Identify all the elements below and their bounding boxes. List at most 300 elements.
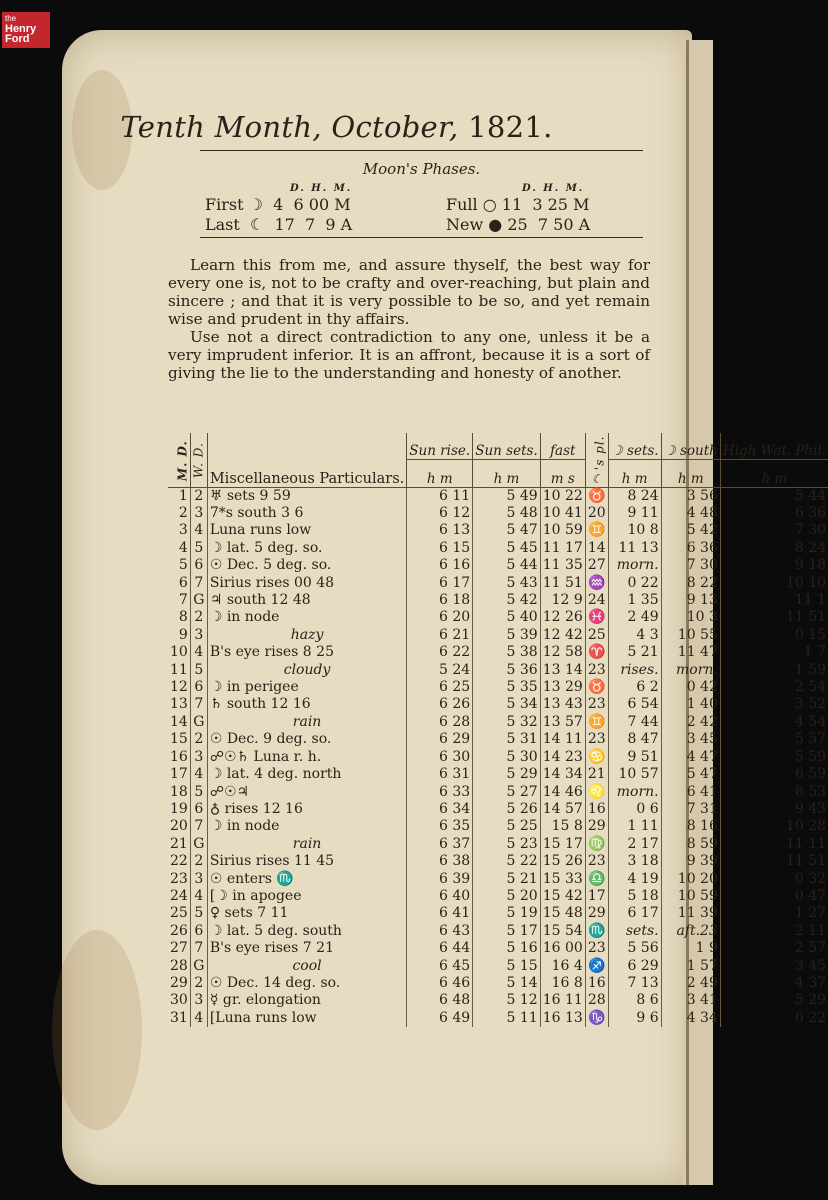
cell-misc: ♃ south 12 48 (207, 592, 406, 609)
cell-misc: Luna runs low (207, 522, 406, 539)
cell-moon-place: ♍ (585, 836, 608, 853)
cell-clock-fast: 10 41 (540, 505, 585, 522)
cell-moon-south: 0 42 (661, 679, 720, 696)
cell-sun-rise: 5 24 (407, 662, 473, 679)
col-sunset: Sun sets. (473, 433, 541, 460)
cell-misc: hazy (207, 627, 406, 644)
cell-week-day: 3 (190, 992, 207, 1009)
cell-moon-south: 1 40 (661, 696, 720, 713)
cell-month-day: 27 (170, 940, 188, 957)
cell-month-day: 12 (170, 679, 188, 696)
cell-month-day: 19 (170, 800, 188, 817)
table-row (168, 505, 828, 522)
cell-moon-sets: 11 13 (608, 540, 661, 557)
table-row (168, 784, 828, 801)
cell-sun-set: 5 34 (473, 696, 541, 713)
cell-moon-place: 17 (585, 888, 608, 905)
cell-high-water: 1 27 (720, 905, 828, 922)
unit-hm: h m (608, 460, 661, 487)
cell-clock-fast: 16 8 (540, 975, 585, 992)
table-row (168, 731, 828, 748)
cell-sun-rise: 6 37 (407, 836, 473, 853)
cell-moon-sets: morn. (608, 557, 661, 574)
maxims (168, 256, 650, 382)
cell-moon-sets: 8 6 (608, 992, 661, 1009)
cell-month-day: 23 (170, 870, 188, 887)
table-row (168, 627, 828, 644)
cell-clock-fast: 15 33 (540, 871, 585, 888)
cell-week-day: 4 (190, 644, 207, 661)
table-row (168, 679, 828, 696)
cell-misc: 7*s south 3 6 (207, 505, 406, 522)
cell-month-day: 3 (178, 522, 188, 539)
table-row (168, 609, 828, 626)
cell-moon-place: ♊ (585, 522, 608, 539)
cell-sun-rise: 6 29 (407, 731, 473, 748)
table-row (168, 958, 828, 975)
cell-high-water: 5 57 (720, 731, 828, 748)
cell-misc: ☍☉♄ Luna r. h. (207, 749, 406, 766)
cell-moon-south: 10 3 (661, 609, 720, 626)
cell-sun-set: 5 44 (473, 557, 541, 574)
cell-week-day: 4 (190, 766, 207, 783)
cell-clock-fast: 15 54 (540, 923, 585, 940)
cell-moon-sets: 3 18 (608, 853, 661, 870)
cell-week-day: 2 (190, 731, 207, 748)
cell-month-day: 4 (178, 539, 188, 556)
table-row (168, 749, 828, 766)
cell-moon-place: ♈ (585, 644, 608, 661)
cell-month-day: 24 (170, 887, 188, 904)
cell-moon-south: 9 39 (661, 853, 720, 870)
cell-sun-rise: 6 40 (407, 888, 473, 905)
cell-month-day: 10 (170, 644, 188, 661)
cell-moon-sets: 4 3 (608, 627, 661, 644)
cell-month-day: 14 (170, 713, 188, 730)
cell-high-water: 5 44 (720, 487, 828, 505)
cell-week-day: 3 (190, 627, 207, 644)
cell-misc: rain (207, 836, 406, 853)
cell-misc: ☽ lat. 5 deg. south (207, 923, 406, 940)
cell-moon-place: 28 (585, 992, 608, 1009)
col-week-day: W. D. (190, 433, 207, 487)
cell-moon-south: 11 47 (661, 644, 720, 661)
cell-misc: ☽ in node (207, 609, 406, 626)
table-row (168, 644, 828, 661)
cell-clock-fast: 15 26 (540, 853, 585, 870)
cell-sun-set: 5 42 (473, 592, 541, 609)
cell-high-water: 2 54 (720, 679, 828, 696)
cell-week-day: 6 (190, 801, 207, 818)
cell-week-day: 2 (190, 609, 207, 626)
cell-week-day: 3 (190, 505, 207, 522)
cell-sun-rise: 6 22 (407, 644, 473, 661)
cell-clock-fast: 11 35 (540, 557, 585, 574)
cell-sun-set: 5 22 (473, 853, 541, 870)
phase-right-full: Full ○ 11 3 25 M (446, 195, 590, 214)
table-row (168, 905, 828, 922)
cell-clock-fast: 16 13 (540, 1010, 585, 1027)
almanac-rows (168, 487, 828, 1027)
cell-sun-set: 5 43 (473, 575, 541, 592)
table-row (168, 888, 828, 905)
table-row (168, 923, 828, 940)
cell-high-water: 0 47 (720, 888, 828, 905)
cell-clock-fast: 12 9 (540, 592, 585, 609)
cell-moon-place: 29 (585, 818, 608, 835)
cell-clock-fast: 15 42 (540, 888, 585, 905)
cell-moon-sets: sets. (608, 923, 661, 940)
cell-high-water: 11 1 (720, 592, 828, 609)
cell-misc: Sirius rises 11 45 (207, 853, 406, 870)
cell-moon-sets: 4 19 (608, 871, 661, 888)
henry-ford-logo (2, 12, 50, 48)
cell-moon-south: 3 45 (661, 731, 720, 748)
cell-moon-place: 16 (585, 975, 608, 992)
cell-week-day: 4 (190, 1010, 207, 1027)
cell-sun-set: 5 31 (473, 731, 541, 748)
cell-high-water: 7 30 (720, 522, 828, 539)
cell-month-day: 2 (178, 505, 188, 522)
cell-sun-set: 5 20 (473, 888, 541, 905)
table-row (168, 871, 828, 888)
cell-moon-sets: 1 35 (608, 592, 661, 609)
cell-clock-fast: 10 22 (540, 487, 585, 505)
phase-col-head-right: D. H. M. (522, 183, 585, 194)
cell-week-day: 5 (190, 540, 207, 557)
cell-sun-rise: 6 35 (407, 818, 473, 835)
cell-misc: cool (207, 958, 406, 975)
cell-sun-set: 5 38 (473, 644, 541, 661)
cell-clock-fast: 12 58 (540, 644, 585, 661)
cell-month-day: 25 (170, 905, 188, 922)
cell-sun-set: 5 39 (473, 627, 541, 644)
cell-moon-place: ♉ (585, 679, 608, 696)
cell-moon-sets: 8 24 (608, 487, 661, 505)
cell-moon-sets: rises. (608, 662, 661, 679)
cell-misc: B's eye rises 7 21 (207, 940, 406, 957)
cell-month-day: 18 (170, 783, 188, 800)
cell-month-day: 26 (170, 922, 188, 939)
cell-moon-south: 6 41 (661, 784, 720, 801)
cell-week-day: 2 (190, 487, 207, 505)
cell-moon-south: 8 16 (661, 818, 720, 835)
cell-clock-fast: 11 51 (540, 575, 585, 592)
cell-misc: ☽ lat. 5 deg. so. (207, 540, 406, 557)
cell-week-day: 2 (190, 975, 207, 992)
table-row (168, 557, 828, 574)
cell-moon-place: 23 (585, 853, 608, 870)
cell-high-water: 2 57 (720, 940, 828, 957)
cell-moon-place: ♏ (585, 923, 608, 940)
table-row (168, 992, 828, 1009)
cell-sun-set: 5 30 (473, 749, 541, 766)
cell-sun-set: 5 21 (473, 871, 541, 888)
table-row (168, 975, 828, 992)
cell-high-water: 0 32 (720, 871, 828, 888)
phase-left-last: Last ☾ 17 7 9 A (205, 215, 353, 234)
cell-sun-set: 5 23 (473, 836, 541, 853)
cell-moon-south: 11 39 (661, 905, 720, 922)
cell-month-day: 7 (178, 592, 188, 609)
cell-month-day: 28 (170, 957, 188, 974)
cell-clock-fast: 14 46 (540, 784, 585, 801)
cell-high-water: 10 10 (720, 575, 828, 592)
cell-moon-place: 23 (585, 940, 608, 957)
cell-sun-rise: 6 39 (407, 871, 473, 888)
moon-phases (200, 158, 643, 238)
cell-misc: ♄ south 12 16 (207, 696, 406, 713)
cell-moon-south: 7 31 (661, 801, 720, 818)
cell-high-water: 6 22 (720, 1010, 828, 1027)
unit-hm: h m (473, 460, 541, 487)
cell-moon-place: 23 (585, 731, 608, 748)
cell-week-day: 6 (190, 557, 207, 574)
cell-sun-rise: 6 17 (407, 575, 473, 592)
cell-moon-south: aft.23 (661, 923, 720, 940)
table-row (168, 1010, 828, 1027)
cell-week-day: 3 (190, 871, 207, 888)
cell-month-day: 17 (170, 766, 188, 783)
cell-high-water: 11 51 (720, 609, 828, 626)
cell-misc: ☽ in perigee (207, 679, 406, 696)
cell-clock-fast: 16 00 (540, 940, 585, 957)
cell-misc: Sirius rises 00 48 (207, 575, 406, 592)
cell-high-water: 1 59 (720, 662, 828, 679)
cell-clock-fast: 13 29 (540, 679, 585, 696)
cell-week-day: 5 (190, 905, 207, 922)
cell-misc: ☉ Dec. 14 deg. so. (207, 975, 406, 992)
cell-moon-south: 2 42 (661, 714, 720, 731)
cell-moon-place: ♊ (585, 714, 608, 731)
title-year: 1821. (468, 110, 553, 144)
cell-sun-set: 5 15 (473, 958, 541, 975)
cell-month-day: 21 (170, 835, 188, 852)
cell-misc: ♁ rises 12 16 (207, 801, 406, 818)
cell-month-day: 9 (178, 626, 188, 643)
maxim-paragraph: Use not a direct contradiction to any one, unless it be a very imprudent inferior. It is an affront, because it is a sort of giving the lie to the understanding and honesty of another. (168, 328, 650, 382)
cell-week-day: G (190, 958, 207, 975)
cell-misc: ♀ sets 7 11 (207, 905, 406, 922)
cell-moon-sets: morn. (608, 784, 661, 801)
cell-week-day: 6 (190, 923, 207, 940)
table-row (168, 696, 828, 713)
cell-moon-sets: 0 22 (608, 575, 661, 592)
cell-clock-fast: 11 17 (540, 540, 585, 557)
cell-week-day: 2 (190, 853, 207, 870)
cell-high-water: 2 11 (720, 923, 828, 940)
table-row (168, 540, 828, 557)
cell-sun-set: 5 27 (473, 784, 541, 801)
cell-sun-set: 5 35 (473, 679, 541, 696)
table-row (168, 487, 828, 505)
cell-high-water: 3 45 (720, 958, 828, 975)
cell-sun-set: 5 36 (473, 662, 541, 679)
cell-week-day: G (190, 836, 207, 853)
cell-moon-place: 23 (585, 662, 608, 679)
col-moon-place: ☽'s pl. (585, 433, 608, 487)
cell-misc: rain (207, 714, 406, 731)
cell-sun-rise: 6 44 (407, 940, 473, 957)
cell-week-day: 4 (190, 522, 207, 539)
cell-week-day: G (190, 592, 207, 609)
cell-clock-fast: 13 43 (540, 696, 585, 713)
cell-moon-sets: 2 17 (608, 836, 661, 853)
cell-moon-south: 1 9 (661, 940, 720, 957)
paper-stain (52, 930, 142, 1130)
cell-high-water: 6 36 (720, 505, 828, 522)
cell-moon-sets: 5 56 (608, 940, 661, 957)
table-row (168, 575, 828, 592)
table-row (168, 662, 828, 679)
cell-moon-sets: 0 6 (608, 801, 661, 818)
cell-week-day: 7 (190, 575, 207, 592)
cell-moon-place: ♒ (585, 575, 608, 592)
table-row (168, 714, 828, 731)
cell-misc: ☉ enters ♏ (207, 871, 406, 888)
cell-moon-sets: 5 18 (608, 888, 661, 905)
cell-sun-set: 5 49 (473, 487, 541, 505)
cell-moon-sets: 6 54 (608, 696, 661, 713)
col-sunrise: Sun rise. (407, 433, 473, 460)
cell-clock-fast: 14 57 (540, 801, 585, 818)
phase-left-first: First ☽ 4 6 00 M (205, 195, 351, 214)
cell-sun-rise: 6 15 (407, 540, 473, 557)
cell-moon-place: 25 (585, 627, 608, 644)
cell-moon-place: ♓ (585, 609, 608, 626)
cell-sun-set: 5 26 (473, 801, 541, 818)
cell-month-day: 6 (178, 574, 188, 591)
cell-moon-place: ♋ (585, 749, 608, 766)
table-row (168, 940, 828, 957)
cell-moon-sets: 10 8 (608, 522, 661, 539)
cell-misc: ☽ in node (207, 818, 406, 835)
cell-moon-place: ♎ (585, 871, 608, 888)
cell-sun-set: 5 47 (473, 522, 541, 539)
cell-moon-sets: 6 17 (608, 905, 661, 922)
cell-sun-rise: 6 25 (407, 679, 473, 696)
cell-high-water: 8 24 (720, 540, 828, 557)
cell-sun-rise: 6 48 (407, 992, 473, 1009)
cell-moon-south: 5 47 (661, 766, 720, 783)
cell-clock-fast: 14 34 (540, 766, 585, 783)
cell-clock-fast: 12 26 (540, 609, 585, 626)
cell-moon-place: ♉ (585, 487, 608, 505)
cell-moon-sets: 9 6 (608, 1010, 661, 1027)
cell-moon-sets: 9 51 (608, 749, 661, 766)
cell-sun-set: 5 11 (473, 1010, 541, 1027)
logo-the: the (5, 14, 17, 23)
cell-week-day: G (190, 714, 207, 731)
cell-moon-south: 4 47 (661, 749, 720, 766)
cell-moon-south: 9 13 (661, 592, 720, 609)
title-rule (200, 150, 643, 151)
cell-misc: B's eye rises 8 25 (207, 644, 406, 661)
cell-moon-sets: 6 29 (608, 958, 661, 975)
page-title (0, 110, 713, 144)
cell-high-water: 1 7 (720, 644, 828, 661)
table-row (168, 522, 828, 539)
cell-sun-set: 5 16 (473, 940, 541, 957)
cell-moon-south: 3 56 (661, 487, 720, 505)
unit-hm: h m (661, 460, 720, 487)
cell-month-day: 8 (178, 609, 188, 626)
cell-high-water: 11 51 (720, 853, 828, 870)
cell-moon-place: 27 (585, 557, 608, 574)
cell-high-water: 5 29 (720, 992, 828, 1009)
cell-clock-fast: 16 11 (540, 992, 585, 1009)
title-text: Tenth Month, October, (120, 110, 459, 144)
cell-week-day: 3 (190, 749, 207, 766)
cell-sun-rise: 6 38 (407, 853, 473, 870)
cell-moon-south: 3 41 (661, 992, 720, 1009)
col-fast: fast (540, 433, 585, 460)
cell-sun-set: 5 48 (473, 505, 541, 522)
cell-sun-set: 5 25 (473, 818, 541, 835)
cell-sun-rise: 6 30 (407, 749, 473, 766)
cell-week-day: 7 (190, 940, 207, 957)
cell-clock-fast: 15 48 (540, 905, 585, 922)
col-moon-sets: ☽ sets. (608, 433, 661, 460)
cell-moon-south: 7 30 (661, 557, 720, 574)
table-row (168, 592, 828, 609)
col-high-water: High Wat. Phil. (720, 433, 828, 460)
moon-phases-title: Moon's Phases. (362, 160, 481, 178)
cell-sun-set: 5 12 (473, 992, 541, 1009)
cell-high-water: 8 53 (720, 784, 828, 801)
cell-sun-rise: 6 33 (407, 784, 473, 801)
table-row (168, 766, 828, 783)
cell-moon-sets: 2 49 (608, 609, 661, 626)
cell-moon-south: 10 59 (661, 888, 720, 905)
cell-sun-rise: 6 18 (407, 592, 473, 609)
cell-month-day: 22 (170, 853, 188, 870)
cell-moon-sets: 9 11 (608, 505, 661, 522)
unit-ms: m s (540, 460, 585, 487)
cell-moon-sets: 5 21 (608, 644, 661, 661)
cell-moon-place: 21 (585, 766, 608, 783)
cell-moon-sets: 7 44 (608, 714, 661, 731)
cell-misc: ☉ Dec. 9 deg. so. (207, 731, 406, 748)
cell-sun-rise: 6 46 (407, 975, 473, 992)
cell-moon-sets: 1 11 (608, 818, 661, 835)
cell-moon-place: ♑ (585, 1010, 608, 1027)
cell-month-day: 20 (170, 818, 188, 835)
cell-week-day: 4 (190, 888, 207, 905)
cell-misc: ☽ lat. 4 deg. north (207, 766, 406, 783)
cell-clock-fast: 12 42 (540, 627, 585, 644)
cell-sun-rise: 6 45 (407, 958, 473, 975)
cell-sun-rise: 6 34 (407, 801, 473, 818)
cell-sun-rise: 6 49 (407, 1010, 473, 1027)
cell-sun-set: 5 32 (473, 714, 541, 731)
cell-high-water: 5 59 (720, 749, 828, 766)
cell-high-water: 4 37 (720, 975, 828, 992)
cell-month-day: 13 (170, 696, 188, 713)
cell-moon-south: 8 22 (661, 575, 720, 592)
table-row (168, 853, 828, 870)
cell-clock-fast: 15 8 (540, 818, 585, 835)
cell-sun-rise: 6 21 (407, 627, 473, 644)
cell-moon-place: 14 (585, 540, 608, 557)
cell-moon-place: 16 (585, 801, 608, 818)
cell-misc: ☍☉♃ (207, 784, 406, 801)
col-misc: Miscellaneous Particulars. (207, 433, 406, 487)
cell-week-day: 5 (190, 662, 207, 679)
cell-moon-south: morn. (661, 662, 720, 679)
cell-clock-fast: 14 11 (540, 731, 585, 748)
cell-sun-rise: 6 11 (407, 487, 473, 505)
